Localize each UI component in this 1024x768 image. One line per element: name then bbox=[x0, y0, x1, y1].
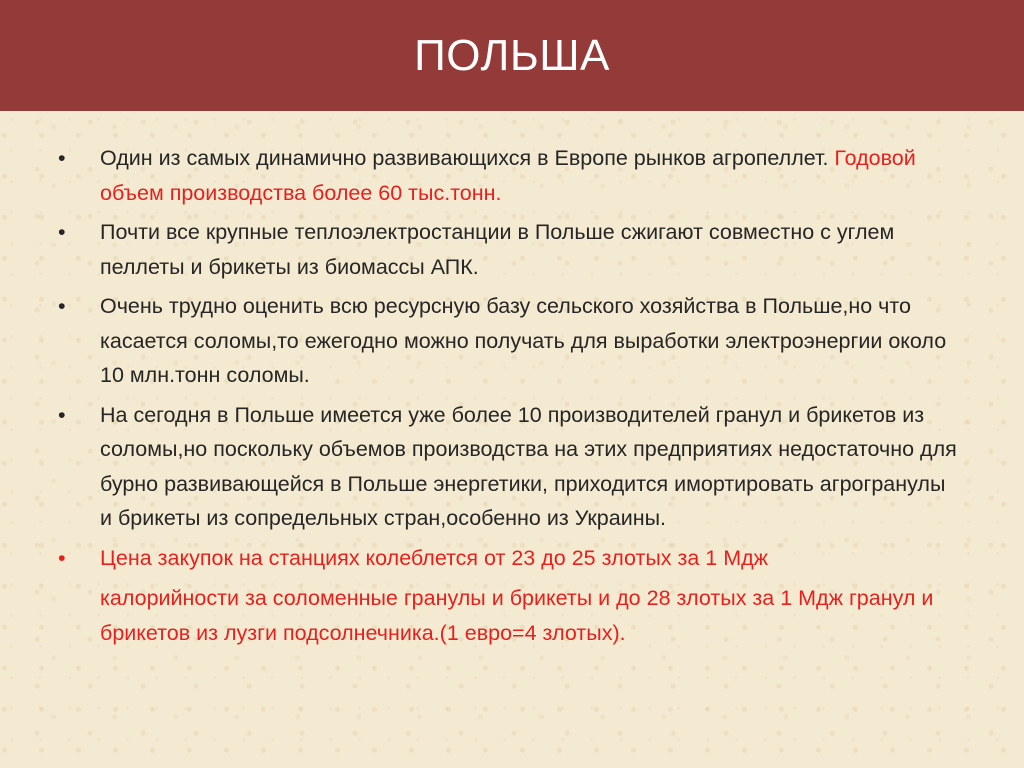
slide-title: ПОЛЬША bbox=[414, 30, 610, 80]
bullet-item-4 bbox=[58, 398, 958, 536]
bullet-text-line-1: Цена закупок на станциях колеблется от 23 до 25 злотых за 1 Мдж bbox=[100, 545, 769, 570]
bullet-list bbox=[58, 141, 958, 655]
bullet-item-2 bbox=[58, 215, 958, 284]
bullet-text: На сегодня в Польше имеется уже более 10 производителей гранул и брикетов из соломы,но поскольку объемов производства на этих предприятиях недостаточно для бурно развивающейся в Польше энергетики, приходится имортировать агрогранулы и брикеты из сопредельных стран,особенно из Украины. bbox=[100, 402, 957, 530]
bullet-marker: • bbox=[58, 294, 66, 318]
bullet-marker: • bbox=[58, 146, 66, 170]
bullet-item-3 bbox=[58, 289, 958, 393]
bullet-text-continued: калорийности за соломенные гранулы и брикеты и до 28 злотых за 1 Мдж гранул и брикетов из лузги подсолнечника.(1 евро=4 злотых). bbox=[100, 586, 934, 645]
title-bar bbox=[0, 0, 1024, 111]
bullet-item-5 bbox=[58, 541, 958, 651]
bullet-text: Один из самых динамично развивающихся в Европе рынков агропеллет. bbox=[100, 146, 835, 170]
bullet-marker: • bbox=[58, 220, 66, 244]
bullet-text: Очень трудно оценить всю ресурсную базу сельского хозяйства в Польше,но что касается соломы,то ежегодно можно получать для выработки электроэнергии около 10 млн.тонн соломы. bbox=[100, 294, 947, 387]
bullet-text: Почти все крупные теплоэлектростанции в Польше сжигают совместно с углем пеллеты и брикеты из биомассы АПК. bbox=[100, 220, 895, 279]
bullet-marker: • bbox=[58, 402, 66, 427]
line-gap bbox=[100, 575, 958, 581]
bullet-marker: • bbox=[58, 545, 66, 570]
bullet-item-1 bbox=[58, 141, 958, 210]
bullet-highlight-text: Годовой объем производства более 60 тыс.тонн. bbox=[100, 146, 916, 205]
